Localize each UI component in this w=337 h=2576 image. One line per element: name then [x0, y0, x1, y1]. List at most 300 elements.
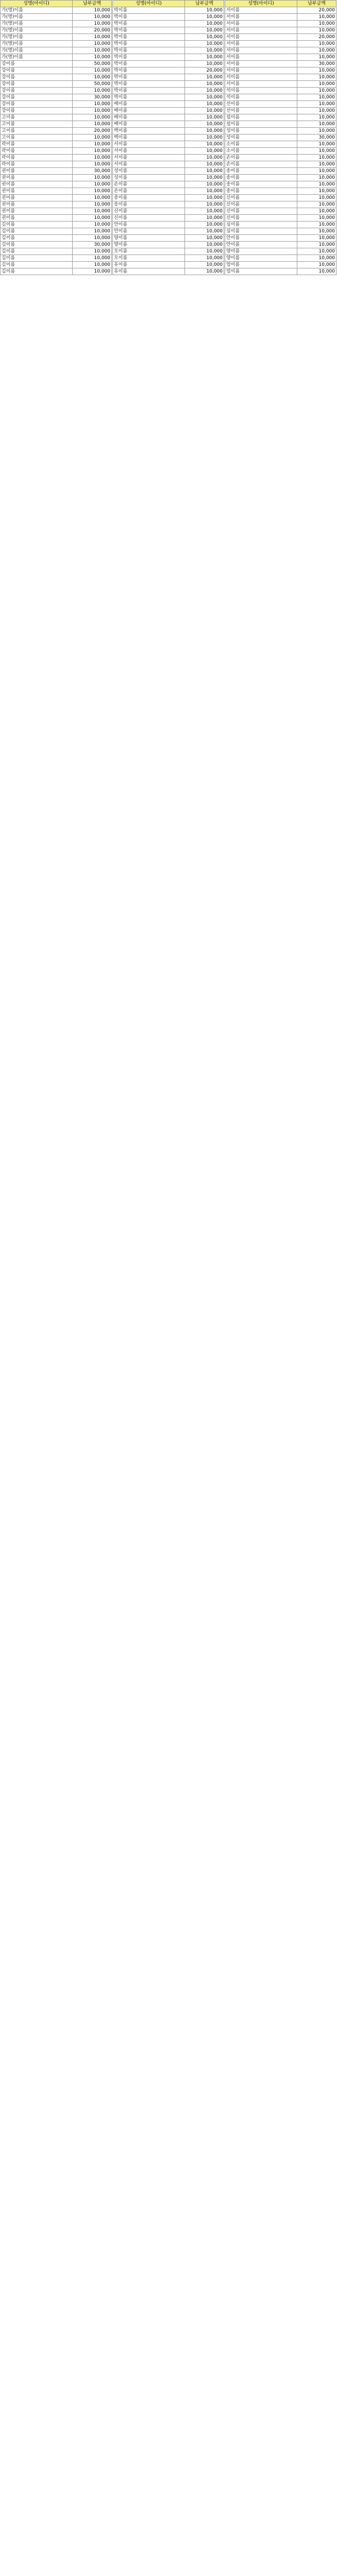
table-row [113, 27, 224, 34]
amount-cell: 10,000 [297, 128, 336, 134]
amount-cell: 10,000 [185, 215, 224, 222]
table-row [225, 34, 336, 41]
amount-cell: 10,000 [185, 14, 224, 21]
table-row [113, 21, 224, 27]
member-name-cell: 송이름 [225, 175, 297, 181]
member-name-cell: 유이름 [113, 268, 185, 275]
table-row [225, 61, 336, 67]
member-name-cell: 권이름 [1, 195, 73, 201]
member-name-cell: 성이름 [225, 128, 297, 134]
amount-cell: 10,000 [185, 134, 224, 141]
amount-cell: 10,000 [185, 81, 224, 88]
amount-cell: 10,000 [297, 21, 336, 27]
amount-cell: 10,000 [185, 7, 224, 14]
amount-cell: 10,000 [73, 255, 112, 262]
amount-cell: 10,000 [297, 94, 336, 101]
table-row [113, 34, 224, 41]
table-row [1, 268, 112, 275]
table-row [225, 21, 336, 27]
table-row [113, 14, 224, 21]
amount-cell: 10,000 [185, 101, 224, 108]
amount-cell: 10,000 [297, 47, 336, 54]
table-row [225, 242, 336, 248]
table-row [225, 74, 336, 81]
member-name-cell: 강이름 [1, 67, 73, 74]
column-header-amount: 납부금액 [73, 1, 112, 7]
amount-cell: 10,000 [73, 74, 112, 81]
amount-cell: 10,000 [185, 108, 224, 114]
member-name-cell: 심이름 [225, 222, 297, 228]
member-name-cell: 서이름 [225, 47, 297, 54]
member-name-cell: 배이름 [113, 108, 185, 114]
amount-cell: 10,000 [297, 67, 336, 74]
table-row [225, 128, 336, 134]
amount-cell: 10,000 [185, 114, 224, 121]
amount-cell: 10,000 [73, 67, 112, 74]
member-name-cell: 박이름 [113, 14, 185, 21]
member-name-cell: 고이름 [1, 114, 73, 121]
table-row [1, 134, 112, 141]
table-row [1, 41, 112, 47]
table-row [113, 201, 224, 208]
table-row [1, 7, 112, 14]
table-row [225, 262, 336, 268]
table-row [225, 54, 336, 61]
member-name-cell: 서이름 [113, 155, 185, 161]
member-name-cell: 서이름 [113, 141, 185, 148]
amount-cell: 10,000 [297, 168, 336, 175]
member-name-cell: 박이름 [113, 7, 185, 14]
table-row [225, 235, 336, 242]
amount-cell: 10,000 [73, 215, 112, 222]
member-name-cell: 안이름 [225, 235, 297, 242]
table-row [113, 88, 224, 94]
amount-cell: 10,000 [73, 47, 112, 54]
amount-cell: 10,000 [185, 21, 224, 27]
member-name-cell: 신이름 [113, 215, 185, 222]
amount-cell: 10,000 [185, 181, 224, 188]
amount-cell: 10,000 [185, 235, 224, 242]
amount-cell: 10,000 [73, 7, 112, 14]
amount-cell: 10,000 [185, 121, 224, 128]
member-name-cell: 서이름 [225, 67, 297, 74]
table-row [1, 235, 112, 242]
amount-cell: 10,000 [185, 242, 224, 248]
table-row [113, 181, 224, 188]
amount-cell: 10,000 [297, 161, 336, 168]
member-name-cell: 양이름 [225, 248, 297, 255]
amount-cell: 10,000 [73, 114, 112, 121]
member-name-cell: 김이름 [1, 222, 73, 228]
member-name-cell: 신이름 [225, 208, 297, 215]
amount-cell: 10,000 [297, 101, 336, 108]
header-row [1, 1, 112, 7]
member-name-cell: 배이름 [113, 114, 185, 121]
amount-cell: 10,000 [73, 262, 112, 268]
amount-cell: 10,000 [297, 121, 336, 128]
member-name-cell: 소이름 [225, 141, 297, 148]
table-row [225, 268, 336, 275]
member-name-cell: 신이름 [225, 215, 297, 222]
amount-cell: 10,000 [73, 268, 112, 275]
table-row [225, 134, 336, 141]
table-row [225, 255, 336, 262]
table-row [113, 141, 224, 148]
amount-cell: 20,000 [297, 7, 336, 14]
member-name-cell: 가(명)이름 [1, 21, 73, 27]
amount-cell: 10,000 [297, 41, 336, 47]
amount-cell: 10,000 [73, 248, 112, 255]
member-name-cell: 엄이름 [225, 268, 297, 275]
table-row [1, 61, 112, 67]
table-row [1, 175, 112, 181]
amount-cell: 10,000 [297, 222, 336, 228]
amount-cell: 10,000 [185, 74, 224, 81]
member-name-cell: 안이름 [113, 222, 185, 228]
table-row [113, 67, 224, 74]
table-row [225, 155, 336, 161]
table-row [113, 195, 224, 201]
table-row [1, 47, 112, 54]
column-header-amount: 납부금액 [185, 1, 224, 7]
member-name-cell: 백이름 [113, 134, 185, 141]
member-name-cell: 강이름 [1, 108, 73, 114]
member-name-cell: 권이름 [1, 181, 73, 188]
member-name-cell: 서이름 [225, 34, 297, 41]
amount-cell: 10,000 [297, 208, 336, 215]
member-name-cell: 강이름 [1, 74, 73, 81]
table-row [225, 67, 336, 74]
member-name-cell: 박이름 [113, 81, 185, 88]
amount-cell: 10,000 [185, 155, 224, 161]
table-row [113, 148, 224, 155]
member-name-cell: 김이름 [1, 248, 73, 255]
table-row [1, 54, 112, 61]
member-name-cell: 박이름 [113, 34, 185, 41]
table-row [1, 188, 112, 195]
amount-cell: 10,000 [297, 114, 336, 121]
amount-cell: 10,000 [73, 201, 112, 208]
amount-cell: 10,000 [73, 188, 112, 195]
table-row [225, 188, 336, 195]
amount-cell: 10,000 [73, 181, 112, 188]
member-name-cell: 성이름 [113, 168, 185, 175]
table-row [1, 88, 112, 94]
table-row [113, 268, 224, 275]
amount-cell: 10,000 [185, 175, 224, 181]
table-row [113, 168, 224, 175]
amount-cell: 10,000 [73, 228, 112, 235]
member-name-cell: 신이름 [225, 201, 297, 208]
member-name-cell: 곽이름 [1, 148, 73, 155]
column-header-name: 성명(아이디) [1, 1, 73, 7]
header-row [225, 1, 336, 7]
table-row [113, 108, 224, 114]
member-name-cell: 송이름 [225, 188, 297, 195]
amount-cell: 10,000 [297, 248, 336, 255]
member-name-cell: 박이름 [113, 88, 185, 94]
amount-cell: 10,000 [185, 128, 224, 134]
column-header-name: 성명(아이디) [225, 1, 297, 7]
table-row [113, 175, 224, 181]
member-name-cell: 설이름 [225, 121, 297, 128]
table-row [1, 108, 112, 114]
member-name-cell: 서이름 [225, 41, 297, 47]
table-row [225, 161, 336, 168]
table-row [1, 242, 112, 248]
member-name-cell: 오이름 [113, 248, 185, 255]
table-row [1, 148, 112, 155]
table-row [225, 228, 336, 235]
amount-cell: 30,000 [297, 61, 336, 67]
table-row [225, 148, 336, 155]
amount-cell: 10,000 [73, 222, 112, 228]
table-row [1, 34, 112, 41]
member-name-cell: 소이름 [225, 148, 297, 155]
member-name-cell: 고이름 [1, 128, 73, 134]
member-name-cell: 서이름 [225, 14, 297, 21]
member-name-cell: 박이름 [113, 41, 185, 47]
member-name-cell: 손이름 [113, 181, 185, 188]
table-row [1, 27, 112, 34]
amount-cell: 50,000 [73, 61, 112, 67]
amount-cell: 10,000 [297, 215, 336, 222]
member-name-cell: 김이름 [1, 242, 73, 248]
amount-cell: 10,000 [185, 94, 224, 101]
amount-cell: 10,000 [297, 74, 336, 81]
member-name-cell: 안이름 [225, 242, 297, 248]
amount-cell: 10,000 [185, 255, 224, 262]
member-name-cell: 양이름 [113, 235, 185, 242]
member-name-cell: 송이름 [113, 195, 185, 201]
member-name-cell: 가(명)이름 [1, 27, 73, 34]
table-row [1, 222, 112, 228]
member-name-cell: 가(명)이름 [1, 54, 73, 61]
amount-cell: 20,000 [185, 67, 224, 74]
table-row [225, 27, 336, 34]
amount-cell: 10,000 [73, 108, 112, 114]
member-name-cell: 박이름 [113, 27, 185, 34]
amount-cell: 30,000 [73, 168, 112, 175]
table-row [113, 114, 224, 121]
table-row [113, 161, 224, 168]
member-name-cell: 권이름 [1, 201, 73, 208]
amount-cell: 10,000 [185, 148, 224, 155]
member-name-cell: 송이름 [225, 168, 297, 175]
amount-cell: 10,000 [297, 175, 336, 181]
table-row [225, 141, 336, 148]
amount-cell: 10,000 [297, 262, 336, 268]
amount-cell: 10,000 [73, 208, 112, 215]
amount-cell: 20,000 [73, 128, 112, 134]
member-name-cell: 서이름 [113, 161, 185, 168]
table-row [113, 101, 224, 108]
payment-table-left [0, 0, 112, 275]
table-row [1, 248, 112, 255]
amount-cell: 10,000 [185, 47, 224, 54]
member-name-cell: 안이름 [113, 228, 185, 235]
member-name-cell: 권이름 [1, 215, 73, 222]
member-name-cell: 박이름 [113, 67, 185, 74]
member-name-cell: 고이름 [1, 121, 73, 128]
amount-cell: 10,000 [185, 27, 224, 34]
member-name-cell: 송이름 [113, 201, 185, 208]
member-name-cell: 김이름 [1, 228, 73, 235]
member-name-cell: 권이름 [1, 208, 73, 215]
member-name-cell: 김이름 [1, 235, 73, 242]
table-row [225, 7, 336, 14]
member-name-cell: 서이름 [225, 74, 297, 81]
amount-cell: 10,000 [185, 195, 224, 201]
amount-cell: 10,000 [297, 235, 336, 242]
member-name-cell: 박이름 [113, 74, 185, 81]
table-row [113, 188, 224, 195]
member-name-cell: 오이름 [113, 255, 185, 262]
amount-cell: 10,000 [73, 101, 112, 108]
amount-cell: 10,000 [297, 14, 336, 21]
amount-cell: 10,000 [73, 141, 112, 148]
member-name-cell: 손이름 [225, 161, 297, 168]
amount-cell: 10,000 [73, 34, 112, 41]
amount-cell: 30,000 [73, 94, 112, 101]
amount-cell: 10,000 [297, 255, 336, 262]
member-name-cell: 권이름 [1, 188, 73, 195]
member-name-cell: 선이름 [225, 108, 297, 114]
amount-cell: 10,000 [73, 235, 112, 242]
table-row [1, 255, 112, 262]
member-name-cell: 강이름 [1, 94, 73, 101]
member-name-cell: 곽이름 [1, 155, 73, 161]
table-row [1, 181, 112, 188]
table-row [1, 94, 112, 101]
amount-cell: 30,000 [73, 242, 112, 248]
table-row [225, 248, 336, 255]
member-name-cell: 강이름 [1, 61, 73, 67]
amount-cell: 10,000 [297, 268, 336, 275]
table-row [113, 262, 224, 268]
member-name-cell: 가(명)이름 [1, 47, 73, 54]
member-name-cell: 양이름 [225, 255, 297, 262]
amount-cell: 10,000 [297, 27, 336, 34]
member-name-cell: 서이름 [225, 54, 297, 61]
table-row [113, 54, 224, 61]
table-row [225, 41, 336, 47]
table-row [225, 88, 336, 94]
member-name-cell: 가(명)이름 [1, 7, 73, 14]
table-row [225, 81, 336, 88]
member-name-cell: 성이름 [225, 134, 297, 141]
table-row [225, 94, 336, 101]
member-name-cell: 송이름 [225, 181, 297, 188]
table-row [113, 74, 224, 81]
table-row [225, 201, 336, 208]
table-row [1, 101, 112, 108]
table-row [225, 181, 336, 188]
table-row [113, 235, 224, 242]
member-name-cell: 박이름 [113, 21, 185, 27]
amount-cell: 10,000 [185, 248, 224, 255]
member-name-cell: 양이름 [113, 242, 185, 248]
amount-cell: 10,000 [185, 54, 224, 61]
table-row [1, 201, 112, 208]
member-name-cell: 권이름 [1, 168, 73, 175]
member-name-cell: 서이름 [225, 7, 297, 14]
amount-cell: 10,000 [297, 201, 336, 208]
table-row [225, 47, 336, 54]
amount-cell: 10,000 [185, 228, 224, 235]
table-row [1, 67, 112, 74]
amount-cell: 10,000 [297, 148, 336, 155]
table-row [113, 222, 224, 228]
member-name-cell: 고이름 [1, 134, 73, 141]
amount-cell: 10,000 [297, 81, 336, 88]
table-row [1, 155, 112, 161]
table-row [113, 134, 224, 141]
amount-cell: 10,000 [297, 141, 336, 148]
table-row [1, 168, 112, 175]
table-row [1, 215, 112, 222]
table-row [113, 61, 224, 67]
table-row [113, 121, 224, 128]
table-row [1, 262, 112, 268]
table-row [113, 94, 224, 101]
amount-cell: 10,000 [297, 155, 336, 161]
table-row [225, 121, 336, 128]
amount-cell: 10,000 [73, 41, 112, 47]
member-name-cell: 심이름 [225, 228, 297, 235]
table-row [1, 81, 112, 88]
amount-cell: 10,000 [297, 108, 336, 114]
amount-cell: 10,000 [185, 262, 224, 268]
member-name-cell: 가(명)이름 [1, 41, 73, 47]
member-name-cell: 곽이름 [1, 161, 73, 168]
table-row [225, 195, 336, 201]
table-row [113, 255, 224, 262]
amount-cell: 10,000 [297, 88, 336, 94]
member-name-cell: 유이름 [113, 262, 185, 268]
member-name-cell: 서이름 [113, 148, 185, 155]
member-name-cell: 강이름 [1, 81, 73, 88]
table-row [1, 74, 112, 81]
amount-cell: 10,000 [185, 168, 224, 175]
amount-cell: 50,000 [73, 81, 112, 88]
table-row [225, 101, 336, 108]
member-name-cell: 김이름 [1, 255, 73, 262]
table-row [1, 14, 112, 21]
table-row [113, 242, 224, 248]
member-name-cell: 배이름 [113, 101, 185, 108]
table-row [1, 128, 112, 134]
table-row [113, 128, 224, 134]
amount-cell: 10,000 [185, 41, 224, 47]
amount-cell: 10,000 [297, 242, 336, 248]
member-name-cell: 가(명)이름 [1, 34, 73, 41]
header-row [113, 1, 224, 7]
table-row [1, 121, 112, 128]
table-row [113, 208, 224, 215]
member-name-cell: 설이름 [225, 114, 297, 121]
member-name-cell: 김이름 [1, 268, 73, 275]
member-name-cell: 가(명)이름 [1, 14, 73, 21]
amount-cell: 10,000 [73, 134, 112, 141]
amount-cell: 10,000 [297, 54, 336, 61]
table-row [225, 168, 336, 175]
column-header-name: 성명(아이디) [113, 1, 185, 7]
member-name-cell: 신이름 [225, 195, 297, 201]
amount-cell: 10,000 [73, 14, 112, 21]
table-row [225, 175, 336, 181]
table-row [113, 228, 224, 235]
